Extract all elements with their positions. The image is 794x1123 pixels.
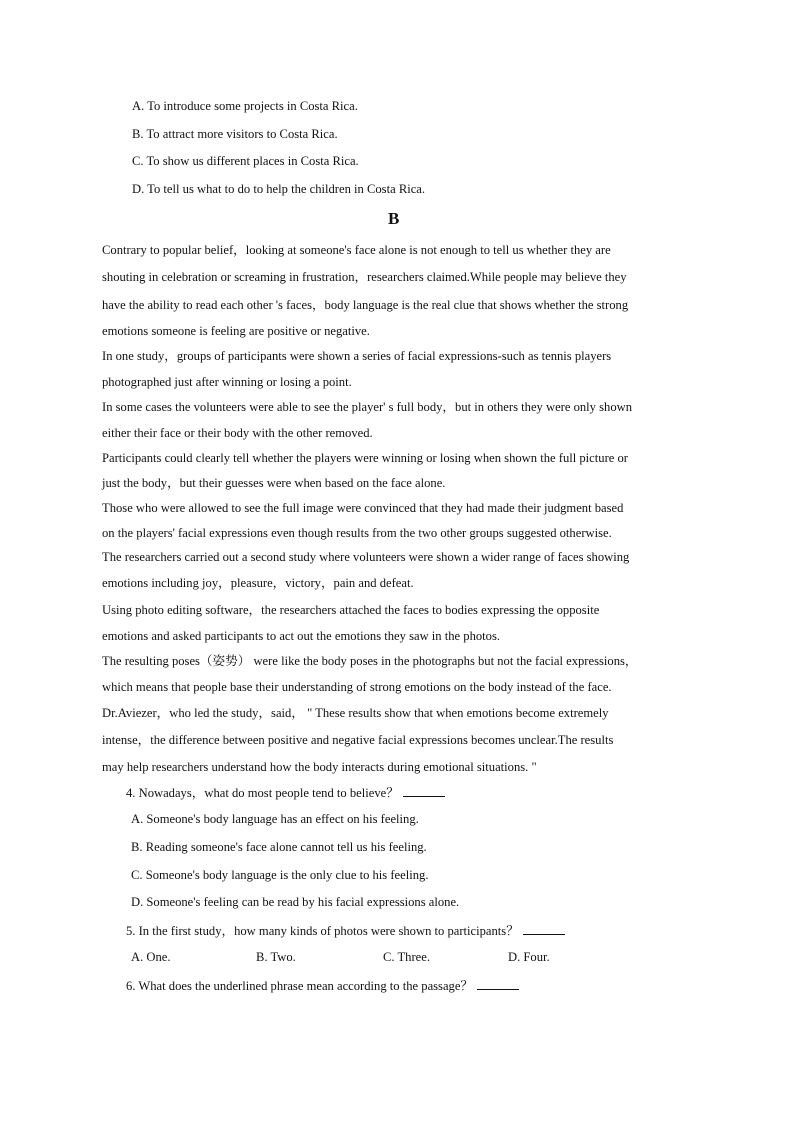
q5-option-a: A. One. xyxy=(131,950,171,964)
answer-blank[interactable] xyxy=(523,922,565,935)
passage-line: The resulting poses（姿势） were like the body poses in the photographs but not the facial expressions， xyxy=(102,654,638,668)
q4-option-b: B. Reading someone's face alone cannot tell us his feeling. xyxy=(131,840,427,854)
passage-line: emotions and asked participants to act out the emotions they saw in the photos. xyxy=(102,629,501,643)
option-c: C. To show us different places in Costa Rica. xyxy=(132,154,359,168)
q4-option-c: C. Someone's body language is the only clue to his feeling. xyxy=(131,868,429,882)
passage-line: may help researchers understand how the body interacts during emotional situations. " xyxy=(102,760,537,774)
question-5 xyxy=(126,922,565,939)
q5-option-d: D. Four. xyxy=(508,950,550,964)
passage-line: which means that people base their understanding of strong emotions on the body instead of the face. xyxy=(102,680,612,694)
q5-option-b: B. Two. xyxy=(256,950,296,964)
answer-blank[interactable] xyxy=(403,784,445,797)
option-a: A. To introduce some projects in Costa Rica. xyxy=(132,99,358,113)
passage-line: photographed just after winning or losing a point. xyxy=(102,375,352,389)
question-4 xyxy=(126,784,445,801)
q4-option-d: D. Someone's feeling can be read by his facial expressions alone. xyxy=(131,895,460,909)
passage-line: In one study，groups of participants were shown a series of facial expressions-such as tennis players xyxy=(102,349,612,363)
q4-option-a: A. Someone's body language has an effect on his feeling. xyxy=(131,812,419,826)
passage-line: emotions someone is feeling are positive or negative. xyxy=(102,324,370,338)
passage-line: Contrary to popular belief，looking at someone's face alone is not enough to tell us whether they are xyxy=(102,243,611,257)
passage-line: The researchers carried out a second study where volunteers were shown a wider range of faces showing xyxy=(102,550,630,564)
passage-line: Those who were allowed to see the full image were convinced that they had made their judgment based xyxy=(102,501,624,515)
option-b: B. To attract more visitors to Costa Rica. xyxy=(132,127,338,141)
passage-line: In some cases the volunteers were able to see the player' s full body，but in others they were only shown xyxy=(102,400,633,414)
passage-line: have the ability to read each other 's faces，body language is the real clue that shows whether the strong xyxy=(102,298,629,312)
passage-line: shouting in celebration or screaming in frustration，researchers claimed.While people may believe they xyxy=(102,270,627,284)
passage-line: emotions including joy，pleasure，victory，pain and defeat. xyxy=(102,576,414,590)
passage-line: either their face or their body with the other removed. xyxy=(102,426,373,440)
passage-line: Using photo editing software，the researchers attached the faces to bodies expressing the opposite xyxy=(102,603,600,617)
question-4-text: 4. Nowadays，what do most people tend to believe？ xyxy=(126,786,399,800)
section-heading: B xyxy=(388,209,400,228)
passage-line: on the players' facial expressions even though results from the two other groups suggested otherwise. xyxy=(102,526,612,540)
passage-line: Dr.Aviezer，who led the study，said， " These results show that when emotions become extremely xyxy=(102,706,609,720)
q5-option-c: C. Three. xyxy=(383,950,430,964)
passage-line: intense，the difference between positive and negative facial expressions becomes unclear.The results xyxy=(102,733,614,747)
question-5-text: 5. In the first study，how many kinds of photos were shown to participants？ xyxy=(126,924,519,938)
question-6-text: 6. What does the underlined phrase mean according to the passage？ xyxy=(126,979,474,993)
passage-line: Participants could clearly tell whether the players were winning or losing when shown the full picture or xyxy=(102,451,628,465)
question-6 xyxy=(126,977,519,994)
answer-blank[interactable] xyxy=(477,977,519,990)
option-d: D. To tell us what to do to help the children in Costa Rica. xyxy=(132,182,426,196)
passage-line: just the body，but their guesses were when based on the face alone. xyxy=(102,476,446,490)
